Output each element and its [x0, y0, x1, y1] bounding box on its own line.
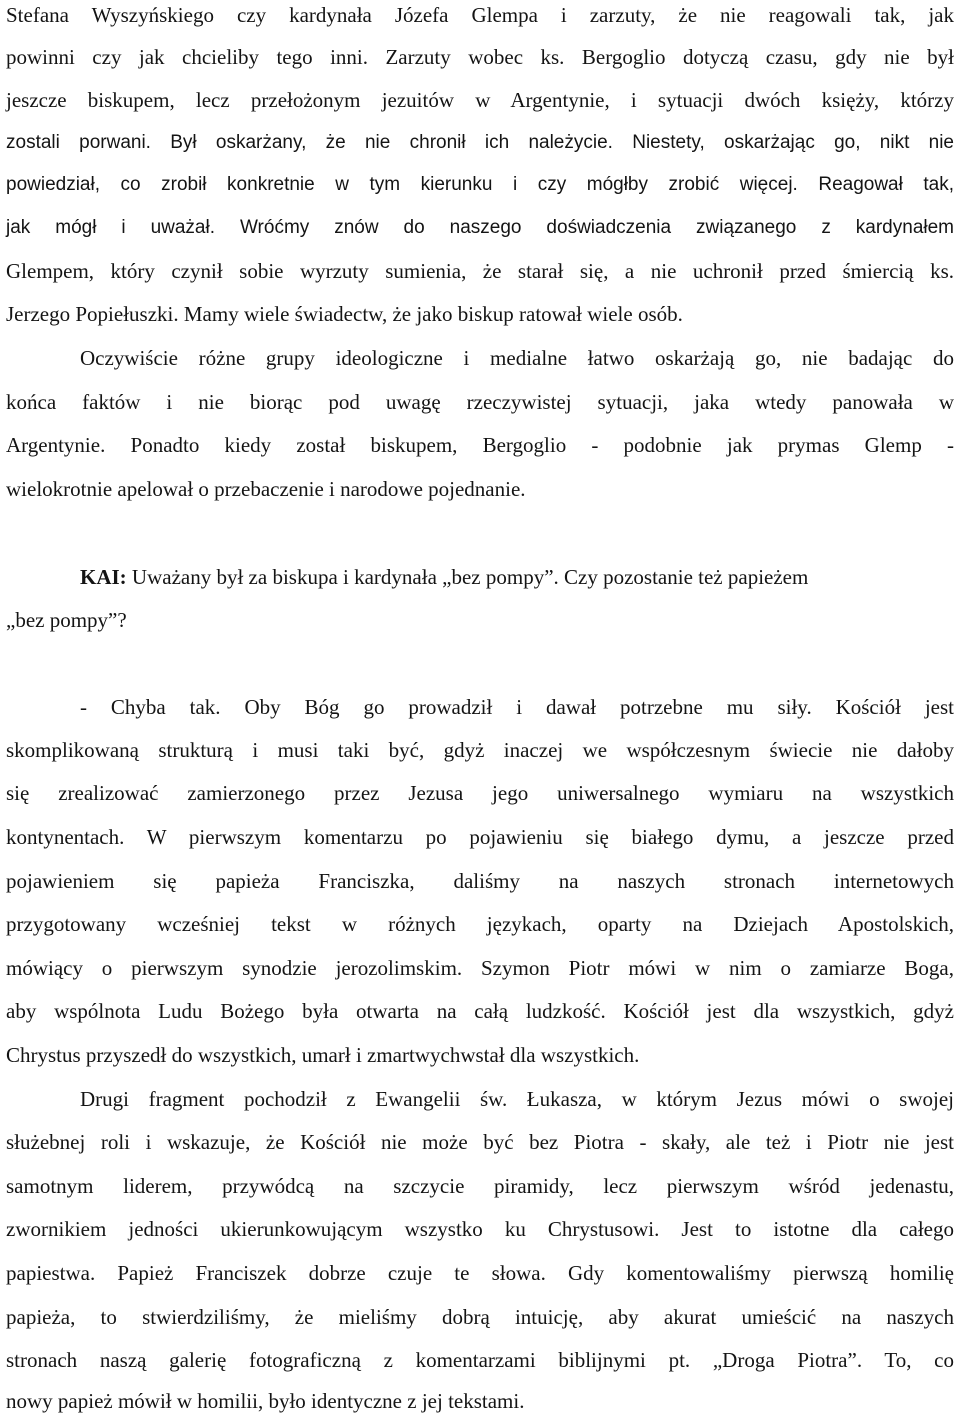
text-line: jak mógł i uważał. Wróćmy znów do naszego doświadczenia związanego z kardynałem	[6, 217, 954, 238]
text-line: się zrealizować zamierzonego przez Jezusa jego uniwersalnego wymiaru na wszystkich	[6, 781, 954, 805]
text-line: samotnym liderem, przywódcą na szczycie piramidy, lecz pierwszym wśród jedenastu,	[6, 1174, 954, 1198]
text-line: Oczywiście różne grupy ideologiczne i medialne łatwo oskarżają go, nie badając do	[80, 346, 954, 370]
text-line: Drugi fragment pochodził z Ewangelii św. Łukasza, w którym Jezus mówi o swojej	[80, 1087, 954, 1111]
text-line: mówiący o pierwszym synodzie jerozolimskim. Szymon Piotr mówi w nim o zamiarze Boga,	[6, 956, 954, 980]
text-line: powiedział, co zrobił konkretnie w tym kierunku i czy mógłby zrobić więcej. Reagował tak,	[6, 174, 954, 195]
text-line: nowy papież mówił w homilii, było identyczne z jej tekstami.	[6, 1389, 525, 1413]
text-line: Chrystus przyszedł do wszystkich, umarł i zmartwychwstał dla wszystkich.	[6, 1043, 640, 1067]
text-line: kontynentach. W pierwszym komentarzu po pojawieniu się białego dymu, a jeszcze przed	[6, 825, 954, 849]
text-line: przygotowany wcześniej tekst w różnych językach, oparty na Dziejach Apostolskich,	[6, 912, 954, 936]
text-line: powinni czy jak chcieliby tego inni. Zarzuty wobec ks. Bergoglio dotyczą czasu, gdy nie był	[6, 45, 954, 69]
text-line: Jerzego Popiełuszki. Mamy wiele świadectw, że jako biskup ratował wiele osób.	[6, 302, 683, 326]
question-line: „bez pompy”?	[6, 608, 127, 632]
text-line: skomplikowaną strukturą i musi taki być, gdyż inaczej we współczesnym świecie nie dałoby	[6, 738, 954, 762]
text-line: Stefana Wyszyńskiego czy kardynała Józefa Glempa i zarzuty, że nie reagowali tak, jak	[6, 3, 954, 27]
text-line: aby wspólnota Ludu Bożego była otwarta na całą ludzkość. Kościół jest dla wszystkich, gdyż	[6, 999, 954, 1023]
text-line: wielokrotnie apelował o przebaczenie i narodowe pojednanie.	[6, 477, 526, 501]
text-line: - Chyba tak. Oby Bóg go prowadził i dawał potrzebne mu siły. Kościół jest	[80, 695, 954, 719]
text-line: zostali porwani. Był oskarżany, że nie chronił ich należycie. Niestety, oskarżając go, nikt nie	[6, 132, 954, 153]
text-line: papiestwa. Papież Franciszek dobrze czuje te słowa. Gdy komentowaliśmy pierwszą homilię	[6, 1261, 954, 1285]
text-line: stronach naszą galerię fotograficzną z komentarzami biblijnymi pt. „Droga Piotra”. To, co	[6, 1348, 954, 1372]
text-line: jeszcze biskupem, lecz przełożonym jezuitów w Argentynie, i sytuacji dwóch księży, którzy	[6, 88, 954, 112]
text-line: zwornikiem jedności ukierunkowującym wszystko ku Chrystusowi. Jest to istotne dla całego	[6, 1217, 954, 1241]
text-line: pojawieniem się papieża Franciszka, daliśmy na naszych stronach internetowych	[6, 869, 954, 893]
kai-label: KAI:	[80, 565, 127, 589]
text-line: Glempem, który czynił sobie wyrzuty sumienia, że starał się, a nie uchronił przed śmiercią ks.	[6, 259, 954, 283]
text-line: końca faktów i nie biorąc pod uwagę rzeczywistej sytuacji, jaka wtedy panowała w	[6, 390, 954, 414]
question-line	[80, 562, 954, 592]
question-text: Uważany był za biskupa i kardynała „bez pompy”. Czy pozostanie też papieżem	[126, 565, 809, 589]
text-line: papieża, to stwierdziliśmy, że mieliśmy dobrą intuicję, aby akurat umieścić na naszych	[6, 1305, 954, 1329]
text-line: służebnej roli i wskazuje, że Kościół nie może być bez Piotra - skały, ale też i Piotr nie jest	[6, 1130, 954, 1154]
text-line: Argentynie. Ponadto kiedy został biskupem, Bergoglio - podobnie jak prymas Glemp -	[6, 433, 954, 457]
